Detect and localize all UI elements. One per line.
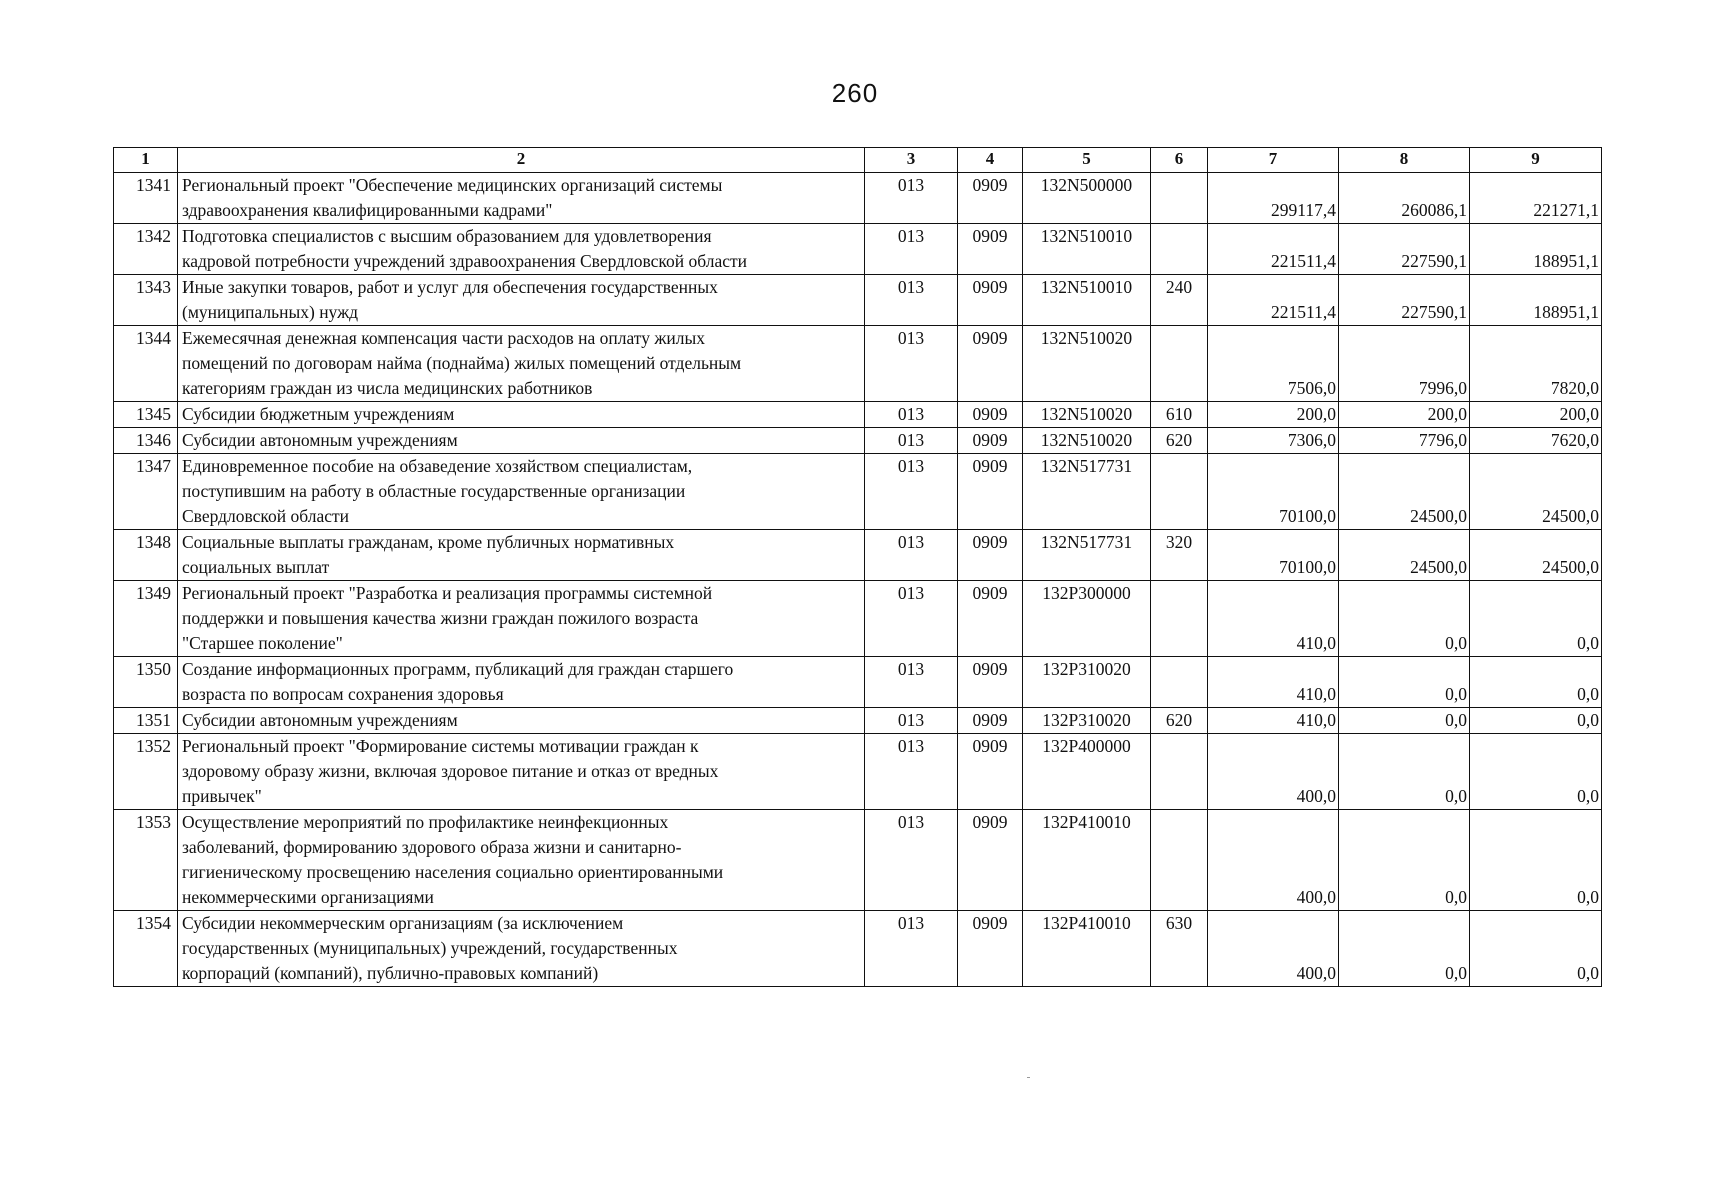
amount-col9: 0,0: [1470, 708, 1602, 734]
row-number: 1350: [114, 657, 178, 708]
ministry-code: 013: [865, 173, 958, 224]
amount-col8: 24500,0: [1339, 454, 1470, 530]
amount-col9: 0,0: [1470, 911, 1602, 987]
expense-type-code: 620: [1151, 708, 1208, 734]
budget-table: [113, 147, 1602, 987]
ministry-code: 013: [865, 326, 958, 402]
section-code: 0909: [958, 810, 1023, 911]
row-number: 1346: [114, 428, 178, 454]
row-number: 1352: [114, 734, 178, 810]
amount-col7: 70100,0: [1208, 454, 1339, 530]
row-description: Создание информационных программ, публикаций для граждан старшего возраста по вопросам сохранения здоровья: [178, 657, 865, 708]
table-row: [114, 402, 1602, 428]
target-article-code: 132P300000: [1023, 581, 1151, 657]
amount-col8: 0,0: [1339, 657, 1470, 708]
expense-type-code: [1151, 326, 1208, 402]
ministry-code: 013: [865, 275, 958, 326]
amount-col8: 227590,1: [1339, 275, 1470, 326]
row-description: Подготовка специалистов с высшим образованием для удовлетворения кадровой потребности учреждений здравоохранения Свердловской области: [178, 224, 865, 275]
expense-type-code: 630: [1151, 911, 1208, 987]
ministry-code: 013: [865, 708, 958, 734]
amount-col7: 410,0: [1208, 581, 1339, 657]
expense-type-code: [1151, 810, 1208, 911]
row-description: Субсидии некоммерческим организациям (за исключением государственных (муниципальных) учреждений, государственных корпораций (компаний), публично-правовых компаний): [178, 911, 865, 987]
amount-col7: 200,0: [1208, 402, 1339, 428]
expense-type-code: [1151, 173, 1208, 224]
table-row: [114, 810, 1602, 911]
table-row: [114, 224, 1602, 275]
ministry-code: 013: [865, 734, 958, 810]
row-number: 1353: [114, 810, 178, 911]
ministry-code: 013: [865, 454, 958, 530]
row-number: 1343: [114, 275, 178, 326]
row-number: 1354: [114, 911, 178, 987]
ministry-code: 013: [865, 530, 958, 581]
expense-type-code: [1151, 581, 1208, 657]
amount-col8: 227590,1: [1339, 224, 1470, 275]
amount-col7: 7306,0: [1208, 428, 1339, 454]
table-row: [114, 657, 1602, 708]
expense-type-code: 320: [1151, 530, 1208, 581]
amount-col9: 221271,1: [1470, 173, 1602, 224]
target-article-code: 132P310020: [1023, 708, 1151, 734]
amount-col8: 0,0: [1339, 810, 1470, 911]
section-code: 0909: [958, 275, 1023, 326]
row-number: 1347: [114, 454, 178, 530]
amount-col7: 221511,4: [1208, 275, 1339, 326]
section-code: 0909: [958, 402, 1023, 428]
amount-col7: 410,0: [1208, 708, 1339, 734]
target-article-code: 132P400000: [1023, 734, 1151, 810]
amount-col7: 400,0: [1208, 911, 1339, 987]
ministry-code: 013: [865, 581, 958, 657]
target-article-code: 132N510010: [1023, 224, 1151, 275]
target-article-code: 132N510020: [1023, 428, 1151, 454]
table-row: [114, 530, 1602, 581]
section-code: 0909: [958, 326, 1023, 402]
amount-col7: 400,0: [1208, 734, 1339, 810]
table-row: [114, 708, 1602, 734]
section-code: 0909: [958, 581, 1023, 657]
amount-col8: 0,0: [1339, 581, 1470, 657]
section-code: 0909: [958, 428, 1023, 454]
expense-type-code: [1151, 454, 1208, 530]
row-number: 1341: [114, 173, 178, 224]
row-number: 1348: [114, 530, 178, 581]
amount-col8: 0,0: [1339, 734, 1470, 810]
section-code: 0909: [958, 173, 1023, 224]
section-code: 0909: [958, 734, 1023, 810]
amount-col8: 260086,1: [1339, 173, 1470, 224]
amount-col9: 188951,1: [1470, 224, 1602, 275]
amount-col9: 0,0: [1470, 734, 1602, 810]
amount-col9: 0,0: [1470, 810, 1602, 911]
amount-col9: 188951,1: [1470, 275, 1602, 326]
table-row: [114, 911, 1602, 987]
row-description: Субсидии бюджетным учреждениям: [178, 402, 865, 428]
row-description: Региональный проект "Формирование системы мотивации граждан к здоровому образу жизни, включая здоровое питание и отказ от вредных привычек": [178, 734, 865, 810]
header-row: [114, 148, 1602, 173]
section-code: 0909: [958, 224, 1023, 275]
amount-col9: 24500,0: [1470, 530, 1602, 581]
row-description: Единовременное пособие на обзаведение хозяйством специалистам, поступившим на работу в областные государственные организации Свердловской области: [178, 454, 865, 530]
table-body: [114, 173, 1602, 987]
row-description: Осуществление мероприятий по профилактике неинфекционных заболеваний, формированию здорового образа жизни и санитарно- гигиеническому просвещению населения социально ориентированными некоммерческими организациями: [178, 810, 865, 911]
column-header-2: 2: [178, 148, 865, 173]
expense-type-code: [1151, 224, 1208, 275]
amount-col8: 0,0: [1339, 708, 1470, 734]
amount-col8: 200,0: [1339, 402, 1470, 428]
ministry-code: 013: [865, 224, 958, 275]
table-row: [114, 454, 1602, 530]
amount-col7: 221511,4: [1208, 224, 1339, 275]
column-header-7: 7: [1208, 148, 1339, 173]
table-row: [114, 173, 1602, 224]
target-article-code: 132N510010: [1023, 275, 1151, 326]
column-header-6: 6: [1151, 148, 1208, 173]
amount-col7: 70100,0: [1208, 530, 1339, 581]
section-code: 0909: [958, 708, 1023, 734]
amount-col9: 0,0: [1470, 657, 1602, 708]
expense-type-code: [1151, 734, 1208, 810]
expense-type-code: [1151, 657, 1208, 708]
section-code: 0909: [958, 911, 1023, 987]
target-article-code: 132N517731: [1023, 530, 1151, 581]
amount-col9: 200,0: [1470, 402, 1602, 428]
page-number: 260: [831, 78, 879, 108]
row-description: Субсидии автономным учреждениям: [178, 708, 865, 734]
section-code: 0909: [958, 530, 1023, 581]
row-description: Ежемесячная денежная компенсация части расходов на оплату жилых помещений по договорам найма (поднайма) жилых помещений отдельным категориям граждан из числа медицинских работников: [178, 326, 865, 402]
table-row: [114, 734, 1602, 810]
amount-col7: 299117,4: [1208, 173, 1339, 224]
row-description: Иные закупки товаров, работ и услуг для обеспечения государственных (муниципальных) нужд: [178, 275, 865, 326]
amount-col9: 7620,0: [1470, 428, 1602, 454]
amount-col7: 400,0: [1208, 810, 1339, 911]
scan-speck: [1027, 1077, 1030, 1078]
ministry-code: 013: [865, 810, 958, 911]
amount-col9: 24500,0: [1470, 454, 1602, 530]
row-number: 1344: [114, 326, 178, 402]
ministry-code: 013: [865, 402, 958, 428]
target-article-code: 132P310020: [1023, 657, 1151, 708]
table-row: [114, 581, 1602, 657]
column-header-8: 8: [1339, 148, 1470, 173]
target-article-code: 132P410010: [1023, 810, 1151, 911]
ministry-code: 013: [865, 911, 958, 987]
target-article-code: 132P410010: [1023, 911, 1151, 987]
amount-col8: 24500,0: [1339, 530, 1470, 581]
table-row: [114, 275, 1602, 326]
amount-col7: 410,0: [1208, 657, 1339, 708]
ministry-code: 013: [865, 657, 958, 708]
table-row: [114, 428, 1602, 454]
row-description: Региональный проект "Разработка и реализация программы системной поддержки и повышения качества жизни граждан пожилого возраста "Старшее поколение": [178, 581, 865, 657]
amount-col8: 7996,0: [1339, 326, 1470, 402]
target-article-code: 132N510020: [1023, 402, 1151, 428]
row-number: 1349: [114, 581, 178, 657]
row-description: Социальные выплаты гражданам, кроме публичных нормативных социальных выплат: [178, 530, 865, 581]
table-row: [114, 326, 1602, 402]
amount-col7: 7506,0: [1208, 326, 1339, 402]
column-header-5: 5: [1023, 148, 1151, 173]
column-header-4: 4: [958, 148, 1023, 173]
row-description: Региональный проект "Обеспечение медицинских организаций системы здравоохранения квалифицированными кадрами": [178, 173, 865, 224]
column-header-9: 9: [1470, 148, 1602, 173]
target-article-code: 132N517731: [1023, 454, 1151, 530]
amount-col8: 7796,0: [1339, 428, 1470, 454]
ministry-code: 013: [865, 428, 958, 454]
row-number: 1351: [114, 708, 178, 734]
amount-col8: 0,0: [1339, 911, 1470, 987]
expense-type-code: 610: [1151, 402, 1208, 428]
expense-type-code: 240: [1151, 275, 1208, 326]
target-article-code: 132N500000: [1023, 173, 1151, 224]
expense-type-code: 620: [1151, 428, 1208, 454]
row-description: Субсидии автономным учреждениям: [178, 428, 865, 454]
section-code: 0909: [958, 454, 1023, 530]
section-code: 0909: [958, 657, 1023, 708]
amount-col9: 0,0: [1470, 581, 1602, 657]
amount-col9: 7820,0: [1470, 326, 1602, 402]
column-header-3: 3: [865, 148, 958, 173]
column-header-1: 1: [114, 148, 178, 173]
row-number: 1345: [114, 402, 178, 428]
target-article-code: 132N510020: [1023, 326, 1151, 402]
row-number: 1342: [114, 224, 178, 275]
